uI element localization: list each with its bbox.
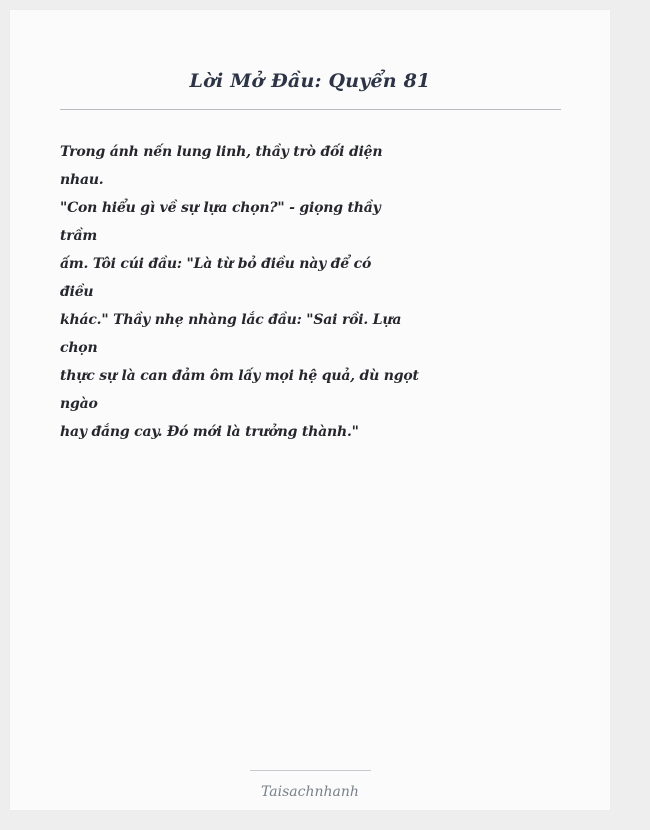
text-line: điều	[60, 284, 94, 300]
text-line: chọn	[60, 340, 98, 356]
text-line: nhau.	[60, 172, 104, 188]
document-page	[10, 10, 610, 810]
text-line: Trong ánh nến lung linh, thầy trò đối diện	[60, 144, 383, 160]
text-line: thực sự là can đảm ôm lấy mọi hệ quả, dù ngọt	[60, 368, 419, 384]
title-divider	[60, 109, 561, 110]
text-line: trầm	[60, 228, 97, 244]
footer-source: Taisachnhanh	[261, 784, 359, 800]
footer-divider	[250, 770, 371, 771]
text-line: hay đắng cay. Đó mới là trưởng thành."	[60, 424, 359, 440]
text-line: ấm. Tôi cúi đầu: "Là từ bỏ điều này để có	[60, 256, 372, 272]
page-title: Lời Mở Đầu: Quyển 81	[189, 70, 431, 92]
text-line: ngào	[60, 396, 98, 412]
text-line: khác." Thầy nhẹ nhàng lắc đầu: "Sai rồi. Lựa	[60, 312, 402, 328]
body-text	[60, 141, 419, 449]
text-line: "Con hiểu gì về sự lựa chọn?" - giọng thầy	[60, 200, 381, 216]
